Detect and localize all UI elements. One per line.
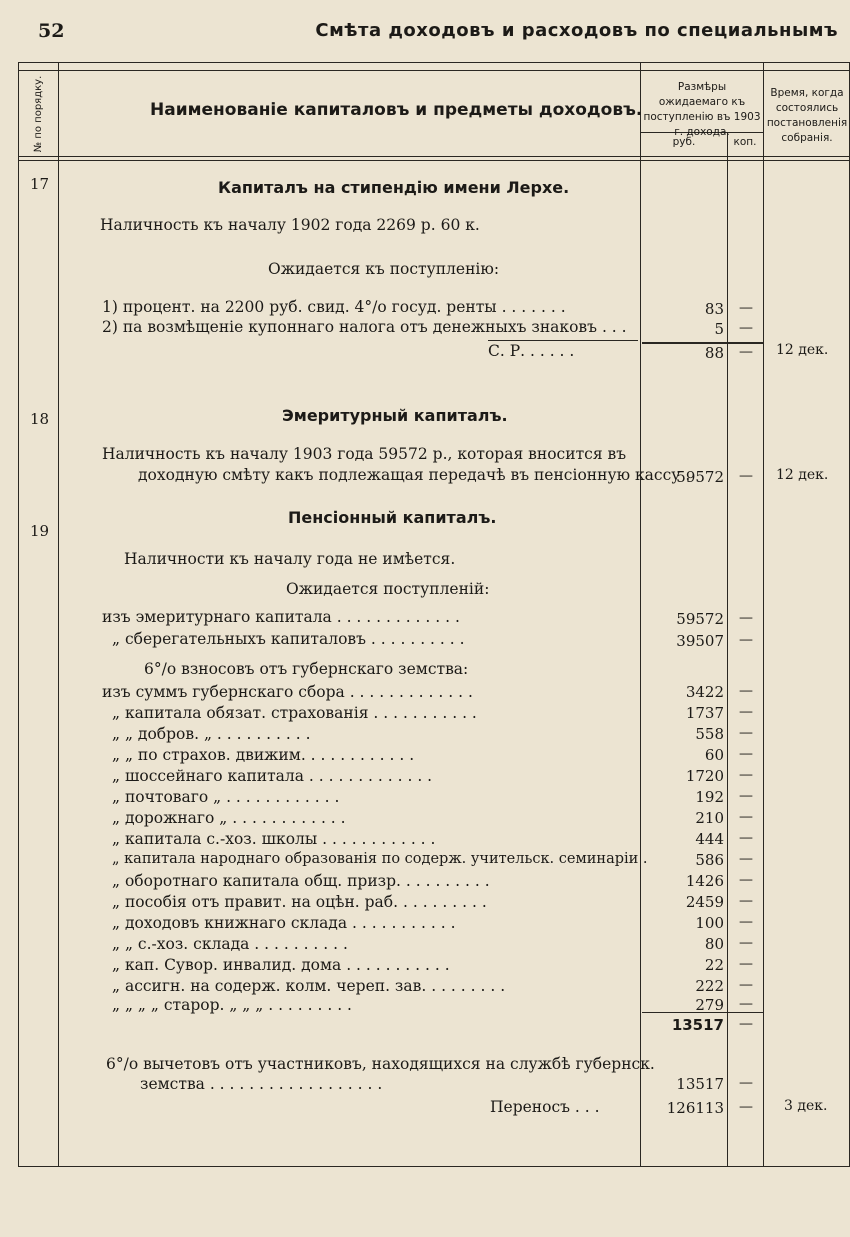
- rule-top-inner: [18, 70, 850, 71]
- header-col-kop: коп.: [733, 136, 757, 148]
- subtotal-kop: —: [739, 1016, 753, 1032]
- item-label: „ оборотнаго капитала общ. призр. . . . . . . . . .: [112, 872, 490, 890]
- item-kop: —: [739, 809, 753, 825]
- item-label: „ ассигн. на содерж. колм. череп. зав. . . . . . . . .: [112, 977, 506, 995]
- row-number: 18: [30, 410, 50, 428]
- header-col-amount: Размѣры ожидаемаго къ поступленію въ 1903 г. дохода.: [643, 81, 761, 138]
- header-col-rub: руб.: [672, 136, 696, 148]
- item-kop: —: [739, 300, 753, 316]
- item-label: „ „ добров. „ . . . . . . . . . .: [112, 725, 311, 743]
- carry-forward-rub: 126113: [666, 1099, 724, 1117]
- item-rub: 59572: [676, 610, 724, 628]
- carry-forward-kop: —: [739, 1099, 753, 1115]
- carry-forward-label: Переносъ . . .: [490, 1098, 600, 1116]
- item-kop: —: [739, 914, 753, 930]
- item-kop: —: [739, 767, 753, 783]
- item-kop: —: [739, 830, 753, 846]
- resolution-date: 12 дек.: [776, 342, 829, 358]
- item-kop: —: [739, 468, 753, 484]
- header-col-time: Время, когда состоялись постановленія собранія.: [766, 87, 848, 144]
- item-rub: 558: [695, 725, 724, 743]
- item-kop: —: [739, 851, 753, 867]
- item-rub: 222: [695, 977, 724, 995]
- item-kop: —: [739, 893, 753, 909]
- item-kop: —: [739, 996, 753, 1012]
- text-line: доходную смѣту какъ подлежащая передачѣ въ пенсіонную кассу .: [138, 466, 691, 484]
- text-line: Наличность къ началу 1903 года 59572 р., которая вносится въ: [102, 445, 627, 463]
- section-title: Пенсіонный капиталъ.: [288, 508, 497, 527]
- sub-heading: 6°/о взносовъ отъ губернскаго земства:: [144, 660, 469, 678]
- item-label: „ дорожнаго „ . . . . . . . . . . . .: [112, 809, 346, 827]
- item-rub: 5: [714, 320, 724, 338]
- item-kop: —: [739, 935, 753, 951]
- rule-col-time: [763, 62, 764, 1167]
- item-label: „ доходовъ книжнаго склада . . . . . . . . . . .: [112, 914, 456, 932]
- expected-heading: Ожидается къ поступленію:: [268, 260, 500, 278]
- item-kop: —: [739, 683, 753, 699]
- item-kop: —: [739, 746, 753, 762]
- rule-col-amount: [640, 62, 641, 1167]
- item-kop: —: [739, 725, 753, 741]
- balance-line: Наличность къ началу 1902 года 2269 р. 60 к.: [100, 216, 480, 234]
- item-label: „ „ „ „ старор. „ „ „ . . . . . . . . .: [112, 996, 352, 1014]
- item-rub: 586: [695, 851, 724, 869]
- item-rub: 2459: [685, 893, 724, 911]
- item-rub: 1737: [685, 704, 724, 722]
- item-kop: —: [739, 632, 753, 648]
- item-kop: —: [739, 610, 753, 626]
- item-rub: 192: [695, 788, 724, 806]
- item-kop: —: [739, 788, 753, 804]
- expected-heading: Ожидается поступленій:: [286, 580, 490, 598]
- item-label: „ „ с.-хоз. склада . . . . . . . . . .: [112, 935, 348, 953]
- header-col-name: Наименованіе капиталовъ и предметы доходовъ.: [150, 100, 643, 120]
- deduction-kop: —: [739, 1075, 753, 1091]
- item-label: 1) процент. на 2200 руб. свид. 4°/о госуд. ренты . . . . . . .: [102, 298, 566, 316]
- item-label: изъ эмеритурнаго капитала . . . . . . . . . . . . .: [102, 608, 460, 626]
- deduction-rub: 13517: [676, 1075, 724, 1093]
- total-kop: —: [739, 344, 753, 360]
- rule-head-bottom-2: [18, 160, 850, 161]
- item-rub: 1720: [685, 767, 724, 785]
- item-label: изъ суммъ губернскаго сбора . . . . . . . . . . . . .: [102, 683, 473, 701]
- item-rub: 80: [704, 935, 724, 953]
- item-rub: 444: [695, 830, 724, 848]
- rule-head-bottom: [18, 156, 850, 157]
- item-rub: 100: [695, 914, 724, 932]
- total-rub: 88: [704, 344, 724, 362]
- item-rub: 83: [704, 300, 724, 318]
- item-label: „ кап. Сувор. инвалид. дома . . . . . . . . . . .: [112, 956, 450, 974]
- section-title: Эмеритурный капиталъ.: [282, 406, 508, 425]
- subtotal-rub: 13517: [671, 1016, 724, 1034]
- item-label: „ капитала с.-хоз. школы . . . . . . . . . . . .: [112, 830, 436, 848]
- item-rub: 22: [704, 956, 724, 974]
- item-rub: 279: [695, 996, 724, 1014]
- resolution-date: 3 дек.: [784, 1098, 828, 1114]
- item-label: „ пособія отъ правит. на оцѣн. раб. . . . . . . . . .: [112, 893, 487, 911]
- row-number: 19: [30, 522, 50, 540]
- item-rub: 59572: [676, 468, 724, 486]
- item-label: „ почтоваго „ . . . . . . . . . . . .: [112, 788, 340, 806]
- row-number: 17: [30, 175, 50, 193]
- item-kop: —: [739, 704, 753, 720]
- item-label: „ капитала народнаго образованія по содерж. учительск. семинаріи .: [112, 851, 648, 867]
- balance-line: Наличности къ началу года не имѣется.: [124, 550, 456, 568]
- header-col-no: № по порядку.: [33, 75, 44, 153]
- item-label: „ шоссейнаго капитала . . . . . . . . . . . . .: [112, 767, 433, 785]
- item-label: „ капитала обязат. страхованія . . . . . . . . . . .: [112, 704, 477, 722]
- item-rub: 60: [704, 746, 724, 764]
- page-number: 52: [38, 20, 65, 42]
- item-kop: —: [739, 956, 753, 972]
- item-label: 2) па возмѣщеніе купоннаго налога отъ денежныхъ знаковъ . . .: [102, 318, 627, 336]
- deduction-line: 6°/о вычетовъ отъ участниковъ, находящихся на службѣ губернск.: [106, 1055, 655, 1073]
- item-label: „ „ по страхов. движим. . . . . . . . . . . .: [112, 746, 415, 764]
- item-kop: —: [739, 977, 753, 993]
- item-kop: —: [739, 320, 753, 336]
- rule-col-no: [58, 62, 59, 1167]
- rule-sum-17: [488, 340, 638, 341]
- item-rub: 210: [695, 809, 724, 827]
- running-head: Смѣта доходовъ и расходовъ по специальнымъ: [315, 20, 838, 41]
- item-label: „ сберегательныхъ капиталовъ . . . . . . . . . .: [112, 630, 465, 648]
- item-rub: 3422: [685, 683, 724, 701]
- deduction-line: земства . . . . . . . . . . . . . . . . . .: [140, 1075, 383, 1093]
- section-title: Капиталъ на стипендію имени Лерхе.: [218, 178, 570, 197]
- item-kop: —: [739, 872, 753, 888]
- total-label: С. Р. . . . . .: [488, 342, 575, 360]
- item-rub: 1426: [685, 872, 724, 890]
- resolution-date: 12 дек.: [776, 467, 829, 483]
- item-rub: 39507: [676, 632, 724, 650]
